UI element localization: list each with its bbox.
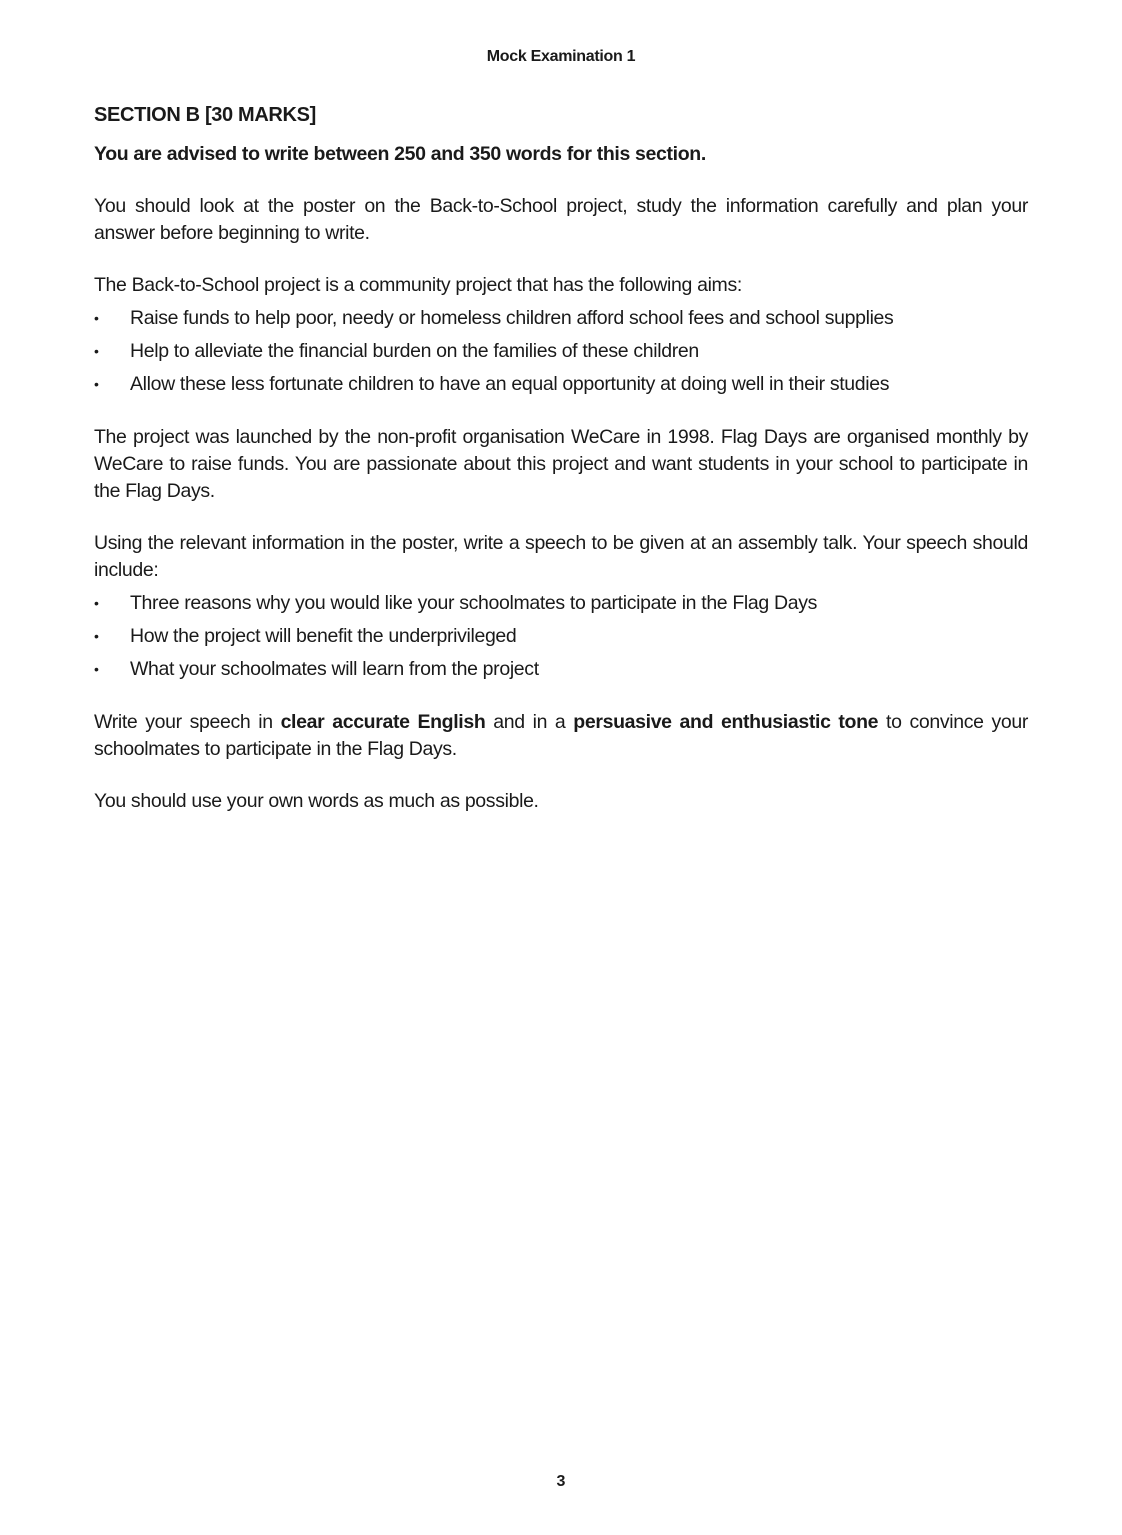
emphasis-clear-english: clear accurate English [280, 711, 486, 733]
list-item: • What your schoolmates will learn from the project [94, 656, 1028, 689]
aims-list [94, 305, 1028, 404]
background-paragraph: The project was launched by the non-profit organisation WeCare in 1998. Flag Days are organised monthly by WeCare to raise funds. You are passionate about this project and want students in your school to participate in the Flag Days. [94, 426, 1028, 502]
bullet-icon: • [94, 376, 99, 392]
list-item: • Three reasons why you would like your schoolmates to participate in the Flag Days [94, 590, 1028, 623]
list-item: • Allow these less fortunate children to have an equal opportunity at doing well in their studies [94, 371, 1028, 404]
bullet-icon: • [94, 310, 99, 326]
aims-lead: The Back-to-School project is a community project that has the following aims: [94, 274, 742, 296]
list-item: • Help to alleviate the financial burden on the families of these children [94, 338, 1028, 371]
style-instruction: Write your speech in clear accurate English and in a persuasive and enthusiastic tone to convince your schoolmates to participate in the Flag Days. [94, 711, 1028, 760]
list-item: • Raise funds to help poor, needy or homeless children afford school fees and school supplies [94, 305, 1028, 338]
task-list [94, 590, 1028, 689]
intro-paragraph: You should look at the poster on the Back-to-School project, study the information carefully and plan your answer before beginning to write. [94, 195, 1028, 244]
bullet-icon: • [94, 595, 99, 611]
page-header: Mock Examination 1 [486, 48, 636, 65]
page-number: 3 [556, 1473, 566, 1490]
word-count-advice: You are advised to write between 250 and 350 words for this section. [94, 143, 706, 165]
bullet-icon: • [94, 628, 99, 644]
emphasis-persuasive-tone: persuasive and enthusiastic tone [573, 711, 879, 733]
bullet-icon: • [94, 343, 99, 359]
closing-instruction: You should use your own words as much as possible. [94, 790, 539, 812]
bullet-icon: • [94, 661, 99, 677]
question-content [94, 100, 1028, 815]
task-lead: Using the relevant information in the poster, write a speech to be given at an assembly talk. Your speech should include: [94, 532, 1028, 581]
section-title: SECTION B [30 MARKS] [94, 104, 316, 126]
list-item: • How the project will benefit the underprivileged [94, 623, 1028, 656]
